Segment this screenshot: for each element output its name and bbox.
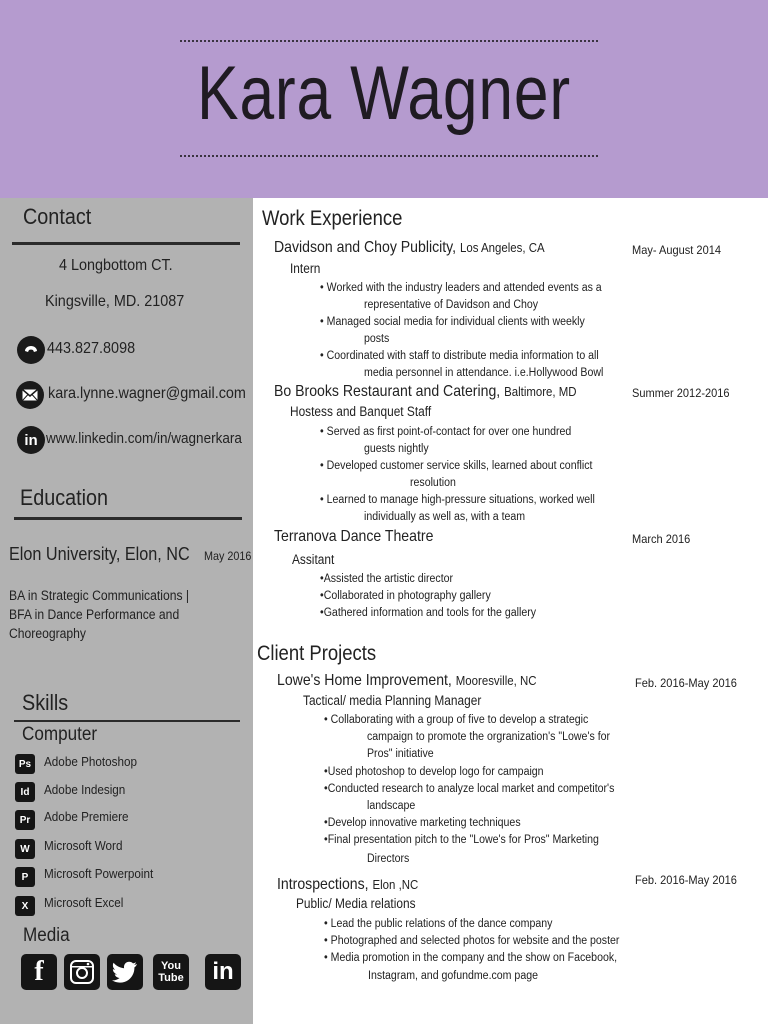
job-2-bullet-3: • Learned to manage high-pressure situations, worked well [320,494,595,506]
project-1-location: Mooresville, NC [455,673,537,688]
skill-photoshop: Adobe Photoshop [44,754,138,769]
indesign-icon: Id [15,782,35,802]
project-2-company: Introspections, [277,876,369,893]
photoshop-icon: Ps [15,754,35,774]
excel-icon: X [15,896,35,916]
project-2-date: Feb. 2016-May 2016 [635,873,737,887]
job-2-company: Bo Brooks Restaurant and Catering, [274,383,501,400]
job-2-date: Summer 2012-2016 [632,386,730,400]
project-2-bullet-3-cont: Instagram, and gofundme.com page [368,970,538,982]
youtube-icon[interactable] [153,954,189,990]
project-2-title [277,876,418,894]
degree-line-1: BA in Strategic Communications | [9,588,190,603]
client-projects-heading: Client Projects [257,642,377,665]
project-1-bullet-3-cont: landscape [367,800,416,812]
skill-powerpoint: Microsoft Powerpoint [44,866,154,881]
project-1-bullet-1-cont-2: Pros" initiative [367,748,434,760]
project-1-company: Lowe's Home Improvement, [277,672,452,689]
job-2-location: Baltimore, MD [504,384,577,399]
linkedin-url[interactable]: www.linkedin.com/in/wagnerkara [46,430,242,447]
job-2-bullet-3-cont: individually as well as, with a team [364,511,526,523]
email-address[interactable]: kara.lynne.wagner@gmail.com [48,385,246,402]
project-2-bullet-3: • Media promotion in the company and the show on Facebook, [324,952,618,964]
job-1-bullet-1-cont: representative of Davidson and Choy [364,299,539,311]
job-2-bullet-2-cont: resolution [410,477,456,489]
job-1-location: Los Angeles, CA [460,240,545,255]
education-rule [14,517,242,520]
project-2-bullet-2: • Photographed and selected photos for website and the poster [324,935,620,947]
linkedin-icon[interactable]: in [205,954,241,990]
job-1-role: Intern [290,261,321,276]
project-1-date: Feb. 2016-May 2016 [635,676,737,690]
contact-rule [12,242,240,245]
project-2-role: Public/ Media relations [296,896,416,911]
address-line-2: Kingsville, MD. 21087 [45,293,185,310]
powerpoint-icon: P [15,867,35,887]
job-2-title [274,383,577,401]
twitter-icon[interactable] [107,954,143,990]
top-dotted-divider [180,40,598,42]
email-icon [16,381,44,409]
premiere-icon: Pr [15,810,35,830]
job-1-company: Davidson and Choy Publicity, [274,239,457,256]
instagram-icon[interactable] [64,954,100,990]
sidebar [0,198,253,1024]
phone-icon [17,336,45,364]
facebook-icon[interactable]: f [21,954,57,990]
skill-word: Microsoft Word [44,838,123,853]
job-3-date: March 2016 [632,532,691,546]
job-2-role: Hostess and Banquet Staff [290,404,432,419]
job-1-bullet-2-cont: posts [364,333,390,345]
job-3-bullet-2: •Collaborated in photography gallery [320,590,491,602]
job-3-role: Assitant [292,552,335,567]
project-1-role: Tactical/ media Planning Manager [303,693,482,708]
phone-number[interactable]: 443.827.8098 [47,340,136,357]
contact-heading: Contact [23,204,92,229]
address-line-1: 4 Longbottom CT. [59,257,173,274]
skills-heading: Skills [22,690,69,715]
job-3-company: Terranova Dance Theatre [274,528,434,545]
job-1-bullet-3: • Coordinated with staff to distribute media information to all [320,350,599,362]
computer-subheading: Computer [22,724,98,745]
bottom-dotted-divider [180,155,598,157]
project-2-bullet-1: • Lead the public relations of the dance company [324,918,553,930]
education-date: May 2016 [204,549,252,563]
resume-name: Kara Wagner [197,51,571,136]
project-1-bullet-5: •Final presentation pitch to the "Lowe's for Pros" Marketing [324,834,599,846]
job-2-bullet-1: • Served as first point-of-contact for over one hundred [320,426,572,438]
media-subheading: Media [23,925,70,946]
project-1-bullet-1-cont-1: campaign to promote the orgranization's "Lowe's for [367,731,611,743]
youtube-label: You Tube [158,960,184,984]
project-1-bullet-3: •Conducted research to analyze local market and competitor's [324,783,615,795]
job-1-bullet-2: • Managed social media for individual clients with weekly [320,316,585,328]
job-3-bullet-1: •Assisted the artistic director [320,573,454,585]
word-icon: W [15,839,35,859]
job-1-bullet-3-cont: media personnel in attendance. i.e.Hollywood Bowl [364,367,604,379]
project-2-location: Elon ,NC [372,877,419,892]
project-1-bullet-4: •Develop innovative marketing techniques [324,817,521,829]
job-2-bullet-1-cont: guests nightly [364,443,429,455]
project-1-bullet-1: • Collaborating with a group of five to develop a strategic [324,714,589,726]
linkedin-circle-icon: in [17,426,45,454]
skill-excel: Microsoft Excel [44,895,124,910]
job-1-date: May- August 2014 [632,243,721,257]
project-1-bullet-2: •Used photoshop to develop logo for campaign [324,766,544,778]
job-2-bullet-2: • Developed customer service skills, learned about conflict [320,460,593,472]
job-1-bullet-1: • Worked with the industry leaders and attended events as a [320,282,602,294]
degree-line-2: BFA in Dance Performance and [9,607,180,622]
project-1-title [277,672,537,690]
education-heading: Education [20,485,109,510]
project-1-bullet-5-cont: Directors [367,853,410,865]
job-3-bullet-3: •Gathered information and tools for the gallery [320,607,537,619]
education-school: Elon University, Elon, NC [9,544,190,564]
degree-line-3: Choreography [9,626,87,641]
skills-rule [14,720,240,722]
skill-indesign: Adobe Indesign [44,782,126,797]
header-banner [0,0,768,198]
job-1-title [274,239,545,257]
work-experience-heading: Work Experience [262,207,403,230]
skill-premiere: Adobe Premiere [44,809,129,824]
